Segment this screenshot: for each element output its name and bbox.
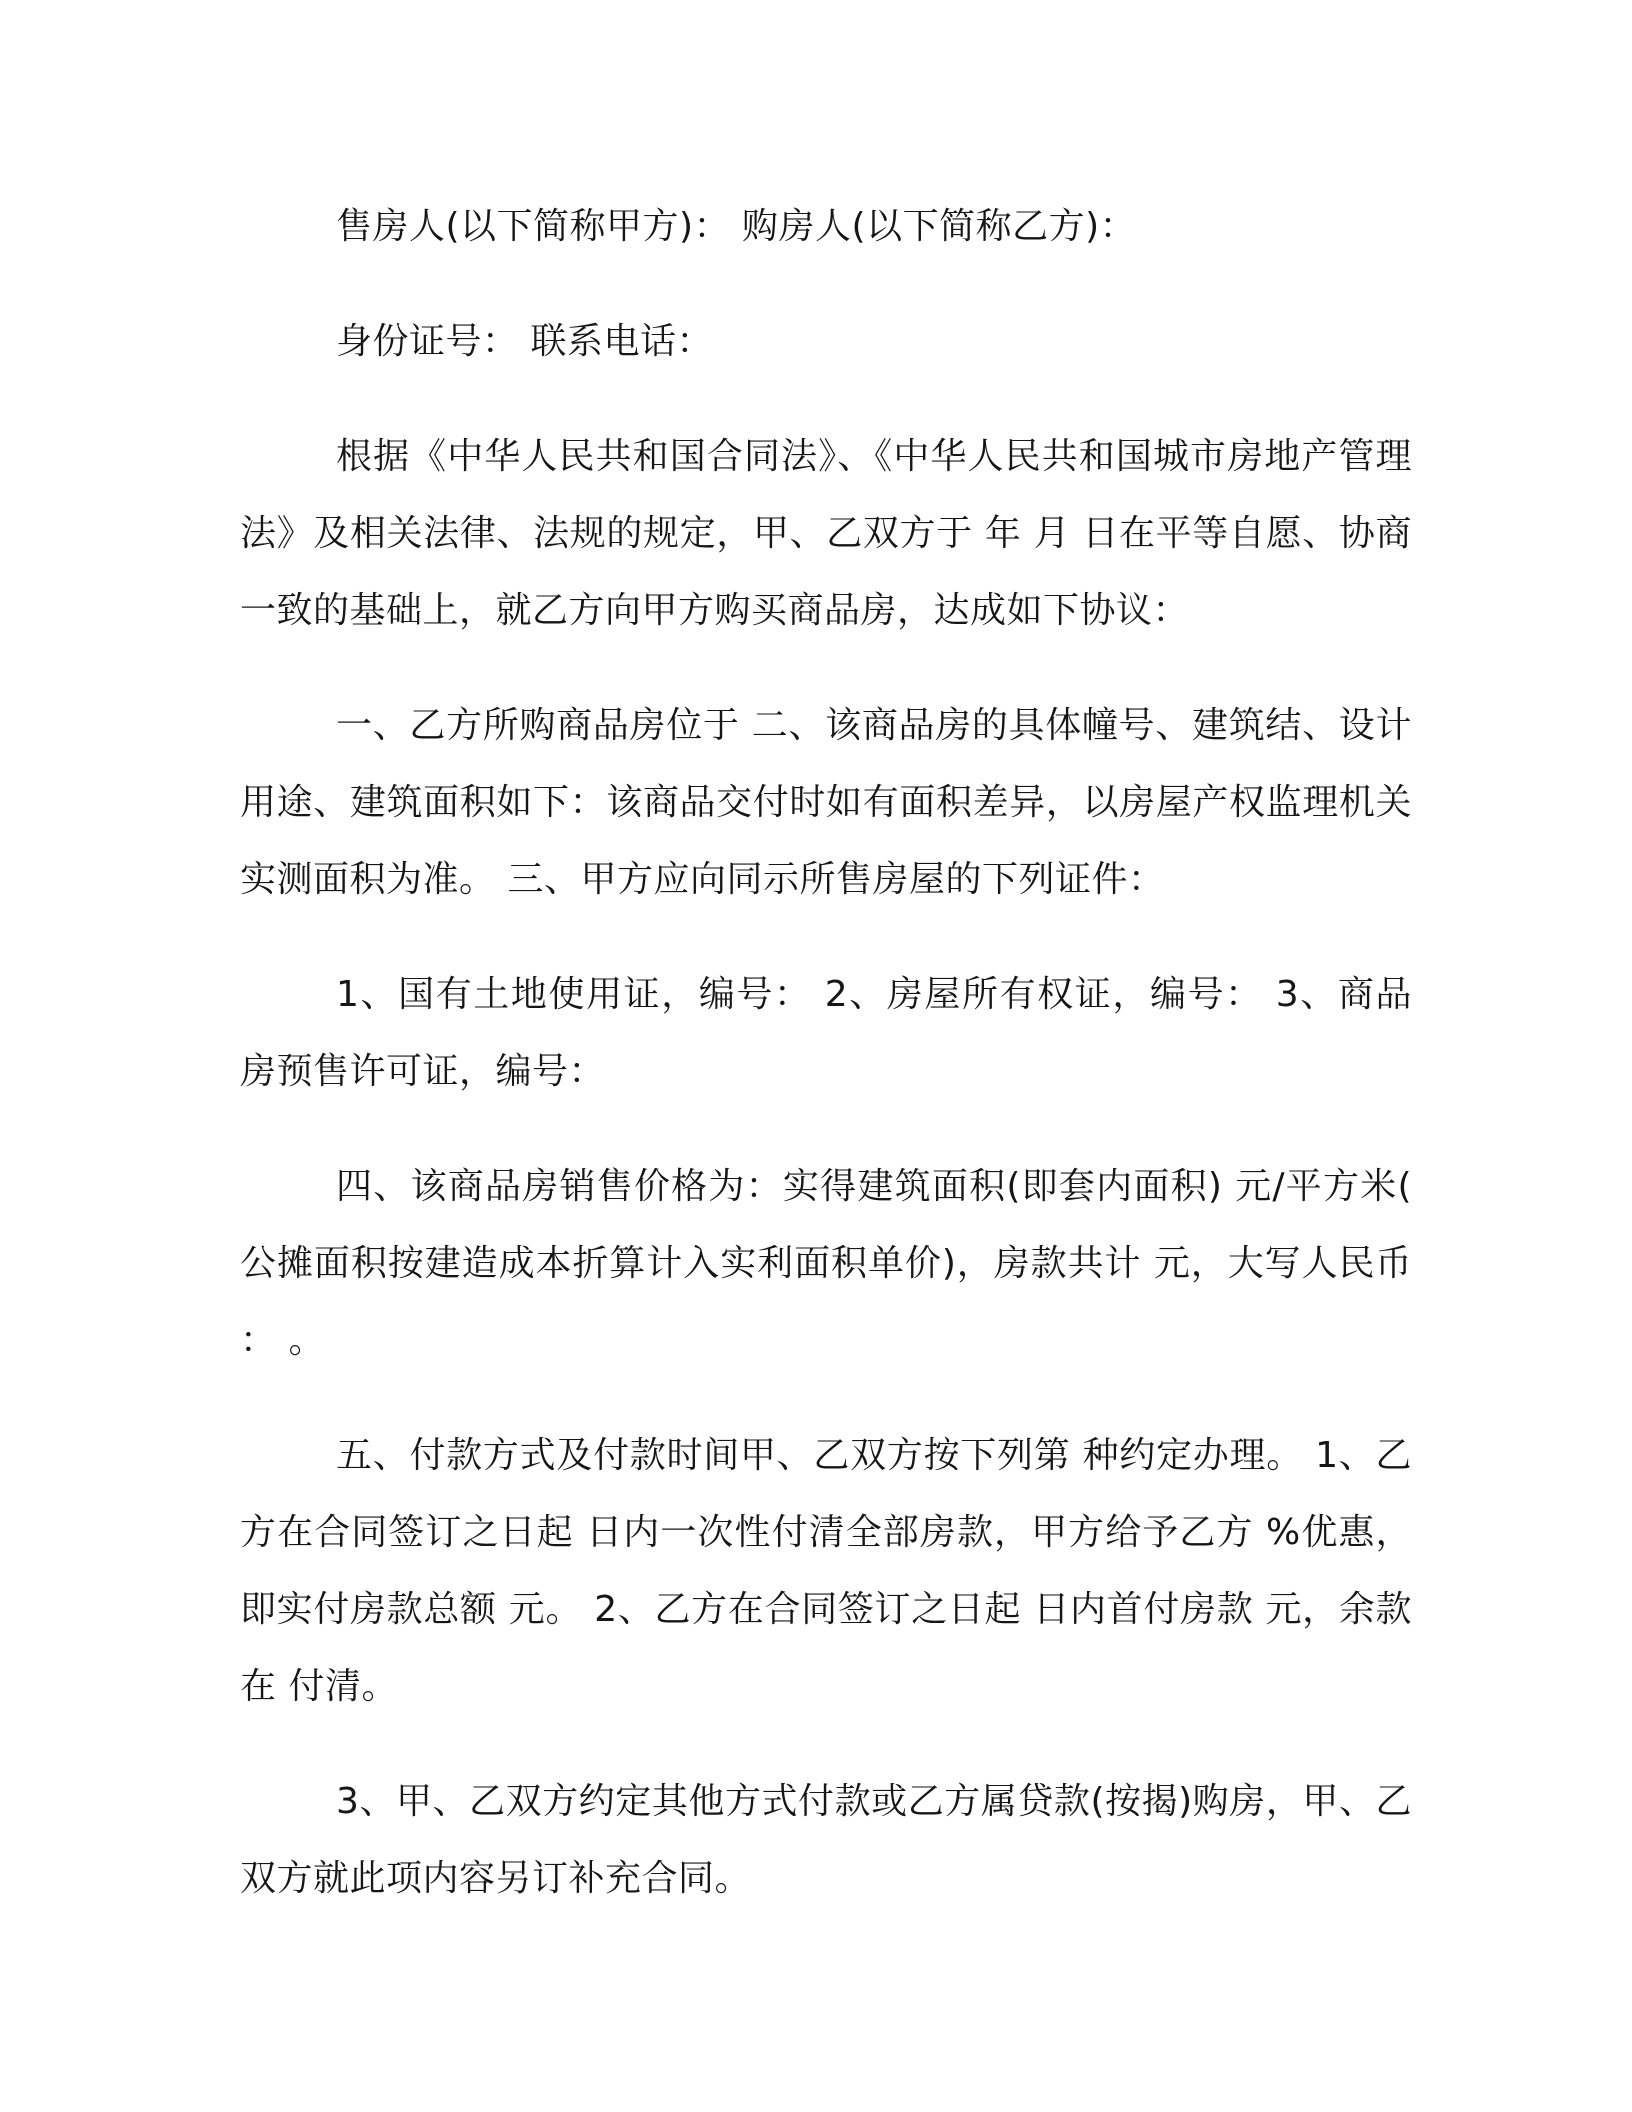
paragraph-legal-basis: 根据《中华人民共和国合同法》、《中华人民共和国城市房地产管理法》及相关法律、法规的规定，甲、乙双方于 年 月 日在平等自愿、协商一致的基础上，就乙方向甲方购买商品房，达成如下协议： [240, 436, 1412, 631]
document-body [240, 188, 1412, 1955]
paragraph-payment: 五、付款方式及付款时间甲、乙双方按下列第 种约定办理。 1、乙方在合同签订之日起 日内一次性付清全部房款，甲方给予乙方 %优惠，即实付房款总额 元。 2、乙方在合同签订之日起 日内首付房款 元，余款在 付清。 [240, 1435, 1412, 1707]
paragraph-price: 四、该商品房销售价格为：实得建筑面积(即套内面积) 元/平方米(公摊面积按建造成本折算计入实利面积单价)，房款共计 元，大写人民币： 。 [240, 1166, 1412, 1361]
paragraph-id-phone: 身份证号： 联系电话： [336, 321, 713, 362]
paragraph-clause-1-3: 一、乙方所购商品房位于 二、该商品房的具体幢号、建筑结、设计用途、建筑面积如下：该商品交付时如有面积差异，以房屋产权监理机关实测面积为准。 三、甲方应向同示所售房屋的下列证件： [240, 705, 1412, 900]
paragraph-certificates: 1、国有土地使用证，编号： 2、房屋所有权证，编号： 3、商品房预售许可证，编号： [240, 974, 1412, 1092]
paragraph-parties: 售房人(以下简称甲方)： 购房人(以下简称乙方)： [336, 206, 1137, 247]
paragraph-loan: 3、甲、乙双方约定其他方式付款或乙方属贷款(按揭)购房，甲、乙双方就此项内容另订补充合同。 [240, 1781, 1412, 1899]
